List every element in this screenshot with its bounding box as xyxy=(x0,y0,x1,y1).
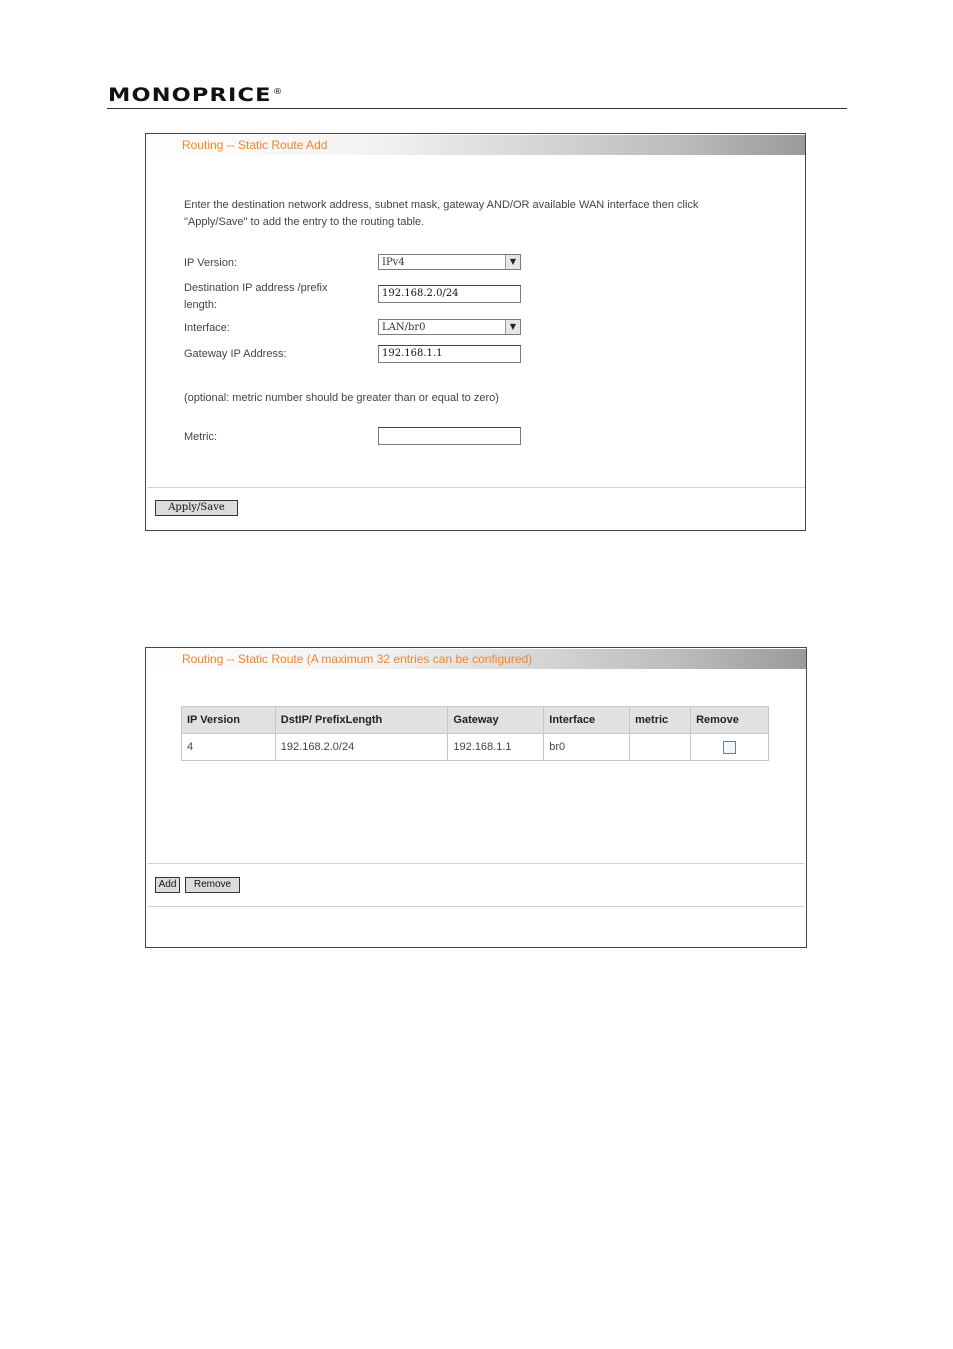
destination-input[interactable]: 192.168.2.0/24 xyxy=(378,285,521,303)
divider xyxy=(148,863,804,864)
gateway-input[interactable]: 192.168.1.1 xyxy=(378,345,521,363)
cell-dst: 192.168.2.0/24 xyxy=(275,734,448,761)
ip-version-label: IP Version: xyxy=(184,257,237,269)
divider xyxy=(148,487,805,488)
cell-remove xyxy=(691,734,769,761)
col-dst: DstIP/ PrefixLength xyxy=(275,707,448,734)
gateway-label: Gateway IP Address: xyxy=(184,348,287,360)
dest-label-line2: length: xyxy=(184,299,218,311)
panel-title-bar xyxy=(148,135,805,155)
cell-gateway: 192.168.1.1 xyxy=(448,734,544,761)
table-row xyxy=(182,734,769,761)
optional-note: (optional: metric number should be greater than or equal to zero) xyxy=(184,392,499,404)
chevron-down-icon[interactable]: ▼ xyxy=(505,255,520,269)
routes-table xyxy=(181,706,769,761)
metric-label: Metric: xyxy=(184,431,217,443)
table-header-row xyxy=(182,707,769,734)
interface-label: Interface: xyxy=(184,322,230,334)
col-gateway: Gateway xyxy=(448,707,544,734)
monoprice-logo: MONOPRICE® xyxy=(108,84,284,106)
header-rule xyxy=(107,108,847,109)
intro-text-line2: "Apply/Save" to add the entry to the routing table. xyxy=(184,216,425,228)
col-remove: Remove xyxy=(691,707,769,734)
ip-version-value: IPv4 xyxy=(382,257,405,268)
panel-title-bar xyxy=(148,649,806,669)
remove-button[interactable]: Remove xyxy=(185,877,240,893)
col-interface: Interface xyxy=(544,707,630,734)
col-metric: metric xyxy=(630,707,691,734)
metric-input[interactable] xyxy=(378,427,521,445)
col-ip-version: IP Version xyxy=(182,707,276,734)
static-route-add-panel xyxy=(145,133,806,531)
static-route-panel xyxy=(145,647,807,948)
dest-label-line1: Destination IP address /prefix xyxy=(184,282,328,294)
apply-save-button[interactable]: Apply/Save xyxy=(155,500,238,516)
interface-select[interactable] xyxy=(378,319,521,335)
cell-ip-version: 4 xyxy=(182,734,276,761)
panel-title: Routing -- Static Route Add xyxy=(182,138,328,152)
divider xyxy=(148,906,804,907)
remove-checkbox[interactable] xyxy=(723,741,736,754)
interface-value: LAN/br0 xyxy=(382,322,426,333)
add-button[interactable]: Add xyxy=(155,877,180,893)
ip-version-select[interactable] xyxy=(378,254,521,270)
chevron-down-icon[interactable]: ▼ xyxy=(505,320,520,334)
cell-interface: br0 xyxy=(544,734,630,761)
intro-text-line1: Enter the destination network address, subnet mask, gateway AND/OR available WAN interface then click xyxy=(184,199,699,211)
cell-metric xyxy=(630,734,691,761)
panel-title: Routing -- Static Route (A maximum 32 entries can be configured) xyxy=(182,652,533,666)
